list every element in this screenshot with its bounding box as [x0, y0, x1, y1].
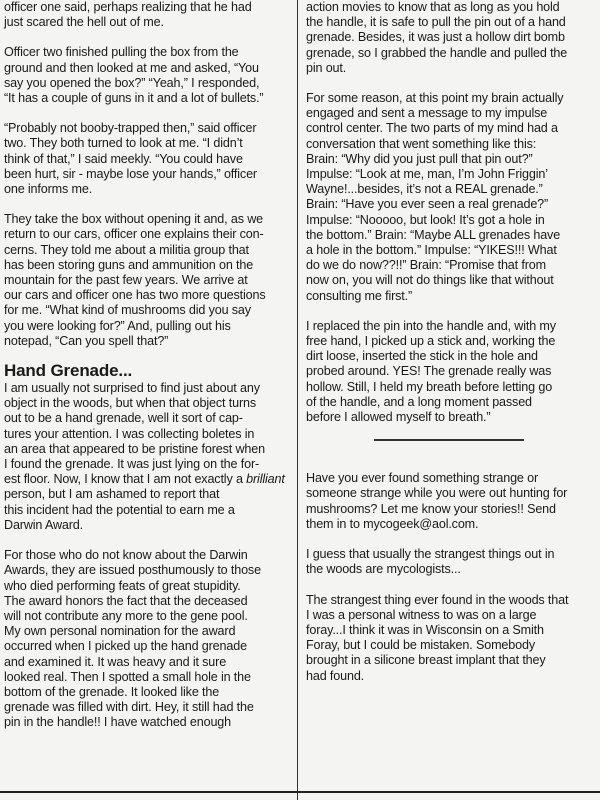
paragraph-send-stories: Have you ever found something strange or someone strange while you were out hunting for mushrooms? Let me know your stories!! Send them in to mycogeek@aol.com. [306, 471, 568, 531]
paragraph-booby-trap: “Probably not booby-trapped then,” said officer two. They both turned to look at me. “I didn’t think of that,” I said meekly. “You could have been hurt, sir - maybe lose your hands,” officer one informs me. [4, 121, 257, 197]
paragraph-breast-implant: The strangest thing ever found in the woods that I was a personal witness to was on a large foray...I think it was in Wisconsin on a Smith Foray, but I could be mistaken. Somebody brought in a silicone breast implant that they had found. [306, 592, 569, 683]
right-column [306, 0, 592, 800]
bottom-rule [0, 791, 600, 793]
paragraph-mycologists: I guess that usually the strangest things out in the woods are mycologists... [306, 547, 555, 577]
column-divider [297, 0, 298, 800]
emphasis-brilliant: brilliant [246, 472, 285, 487]
section-heading-hand-grenade: Hand Grenade... [4, 361, 133, 381]
paragraph-box-opened: Officer two finished pulling the box from the ground and then looked at me and asked, “You say you opened the box?” “Yeah,” I responded, “It has a couple of guns in it and a lot of bullets.” [4, 45, 264, 106]
grenade-found-text-b: person, but I am ashamed to report that this incident had the potential to earn me a Darwin Award. [4, 487, 235, 532]
left-column [4, 0, 290, 800]
paragraph-pin-replaced: I replaced the pin into the handle and, with my free hand, I picked up a stick and, working the dirt loose, inserted the stick in the hole and probed around. YES! The grenade really was hollow. Still, I held my breath before letting go of the handle, and a long moment passed before I allowed myself to breath.” [306, 318, 556, 425]
paragraph-grenade-found [4, 381, 290, 533]
paragraph-officer-scared: officer one said, perhaps realizing that he had just scared the hell out of me. [4, 0, 252, 30]
paragraph-action-movies: action movies to know that as long as you hold the handle, it is safe to pull the pin out of a hand grenade. Besides, it was just a hollow dirt bomb grenade, so I grabbed the handle and pulled the pin out. [306, 0, 568, 75]
section-separator [374, 439, 524, 441]
paragraph-brain-impulse: For some reason, at this point my brain actually engaged and sent a message to my impulse control center. The two parts of my mind had a conversation that went something like this: Brain: “Why did you just pull that pin out?” Impulse: “Look at me, man, I’m John Friggin’ Wayne!...besides, it’s not a REAL grenade.” Brain: “Have you ever seen a real grenade?” Impulse: “Nooooo, but look! It’s got a hole in the bottom.” Brain: “Maybe ALL grenades have a hole in the bottom.” Impulse: “YIKES!!! What do we do now??!!” Brain: “Promise that from now on, you will not do things like that without consulting me first.” [306, 91, 564, 303]
grenade-found-text-a: I am usually not surprised to find just about any object in the woods, but when that object turns out to be a hand grenade, well it sort of cap- tures your attention. I was collecting boletes in an area that appeared to be pristine forest when I found the grenade. It was just lying on the for- est floor. Now, I know that I am not exactly a [4, 381, 265, 487]
paragraph-militia: They take the box without opening it and, as we return to our cars, officer one explains their con- cerns. They told me about a militia group that has been storing guns and ammunition on the mountain for the past few years. We arrive at our cars and officer one has two more questions for me. “What kind of mushrooms did you say you were looking for?” And, pulling out his notepad, “Can you spell that?” [4, 212, 266, 348]
paragraph-darwin-awards: For those who do not know about the Darwin Awards, they are issued posthumously to those who died performing feats of great stupidity. The award honors the fact that the deceased will not contribute any more to the gene pool. My own personal nomination for the award occurred when I picked up the hand grenade and examined it. It was heavy and it sure looked real. Then I spotted a small hole in the bottom of the grenade. It looked like the grenade was filled with dirt. Hey, it still had the pin in the handle!! I have watched enough [4, 548, 261, 730]
